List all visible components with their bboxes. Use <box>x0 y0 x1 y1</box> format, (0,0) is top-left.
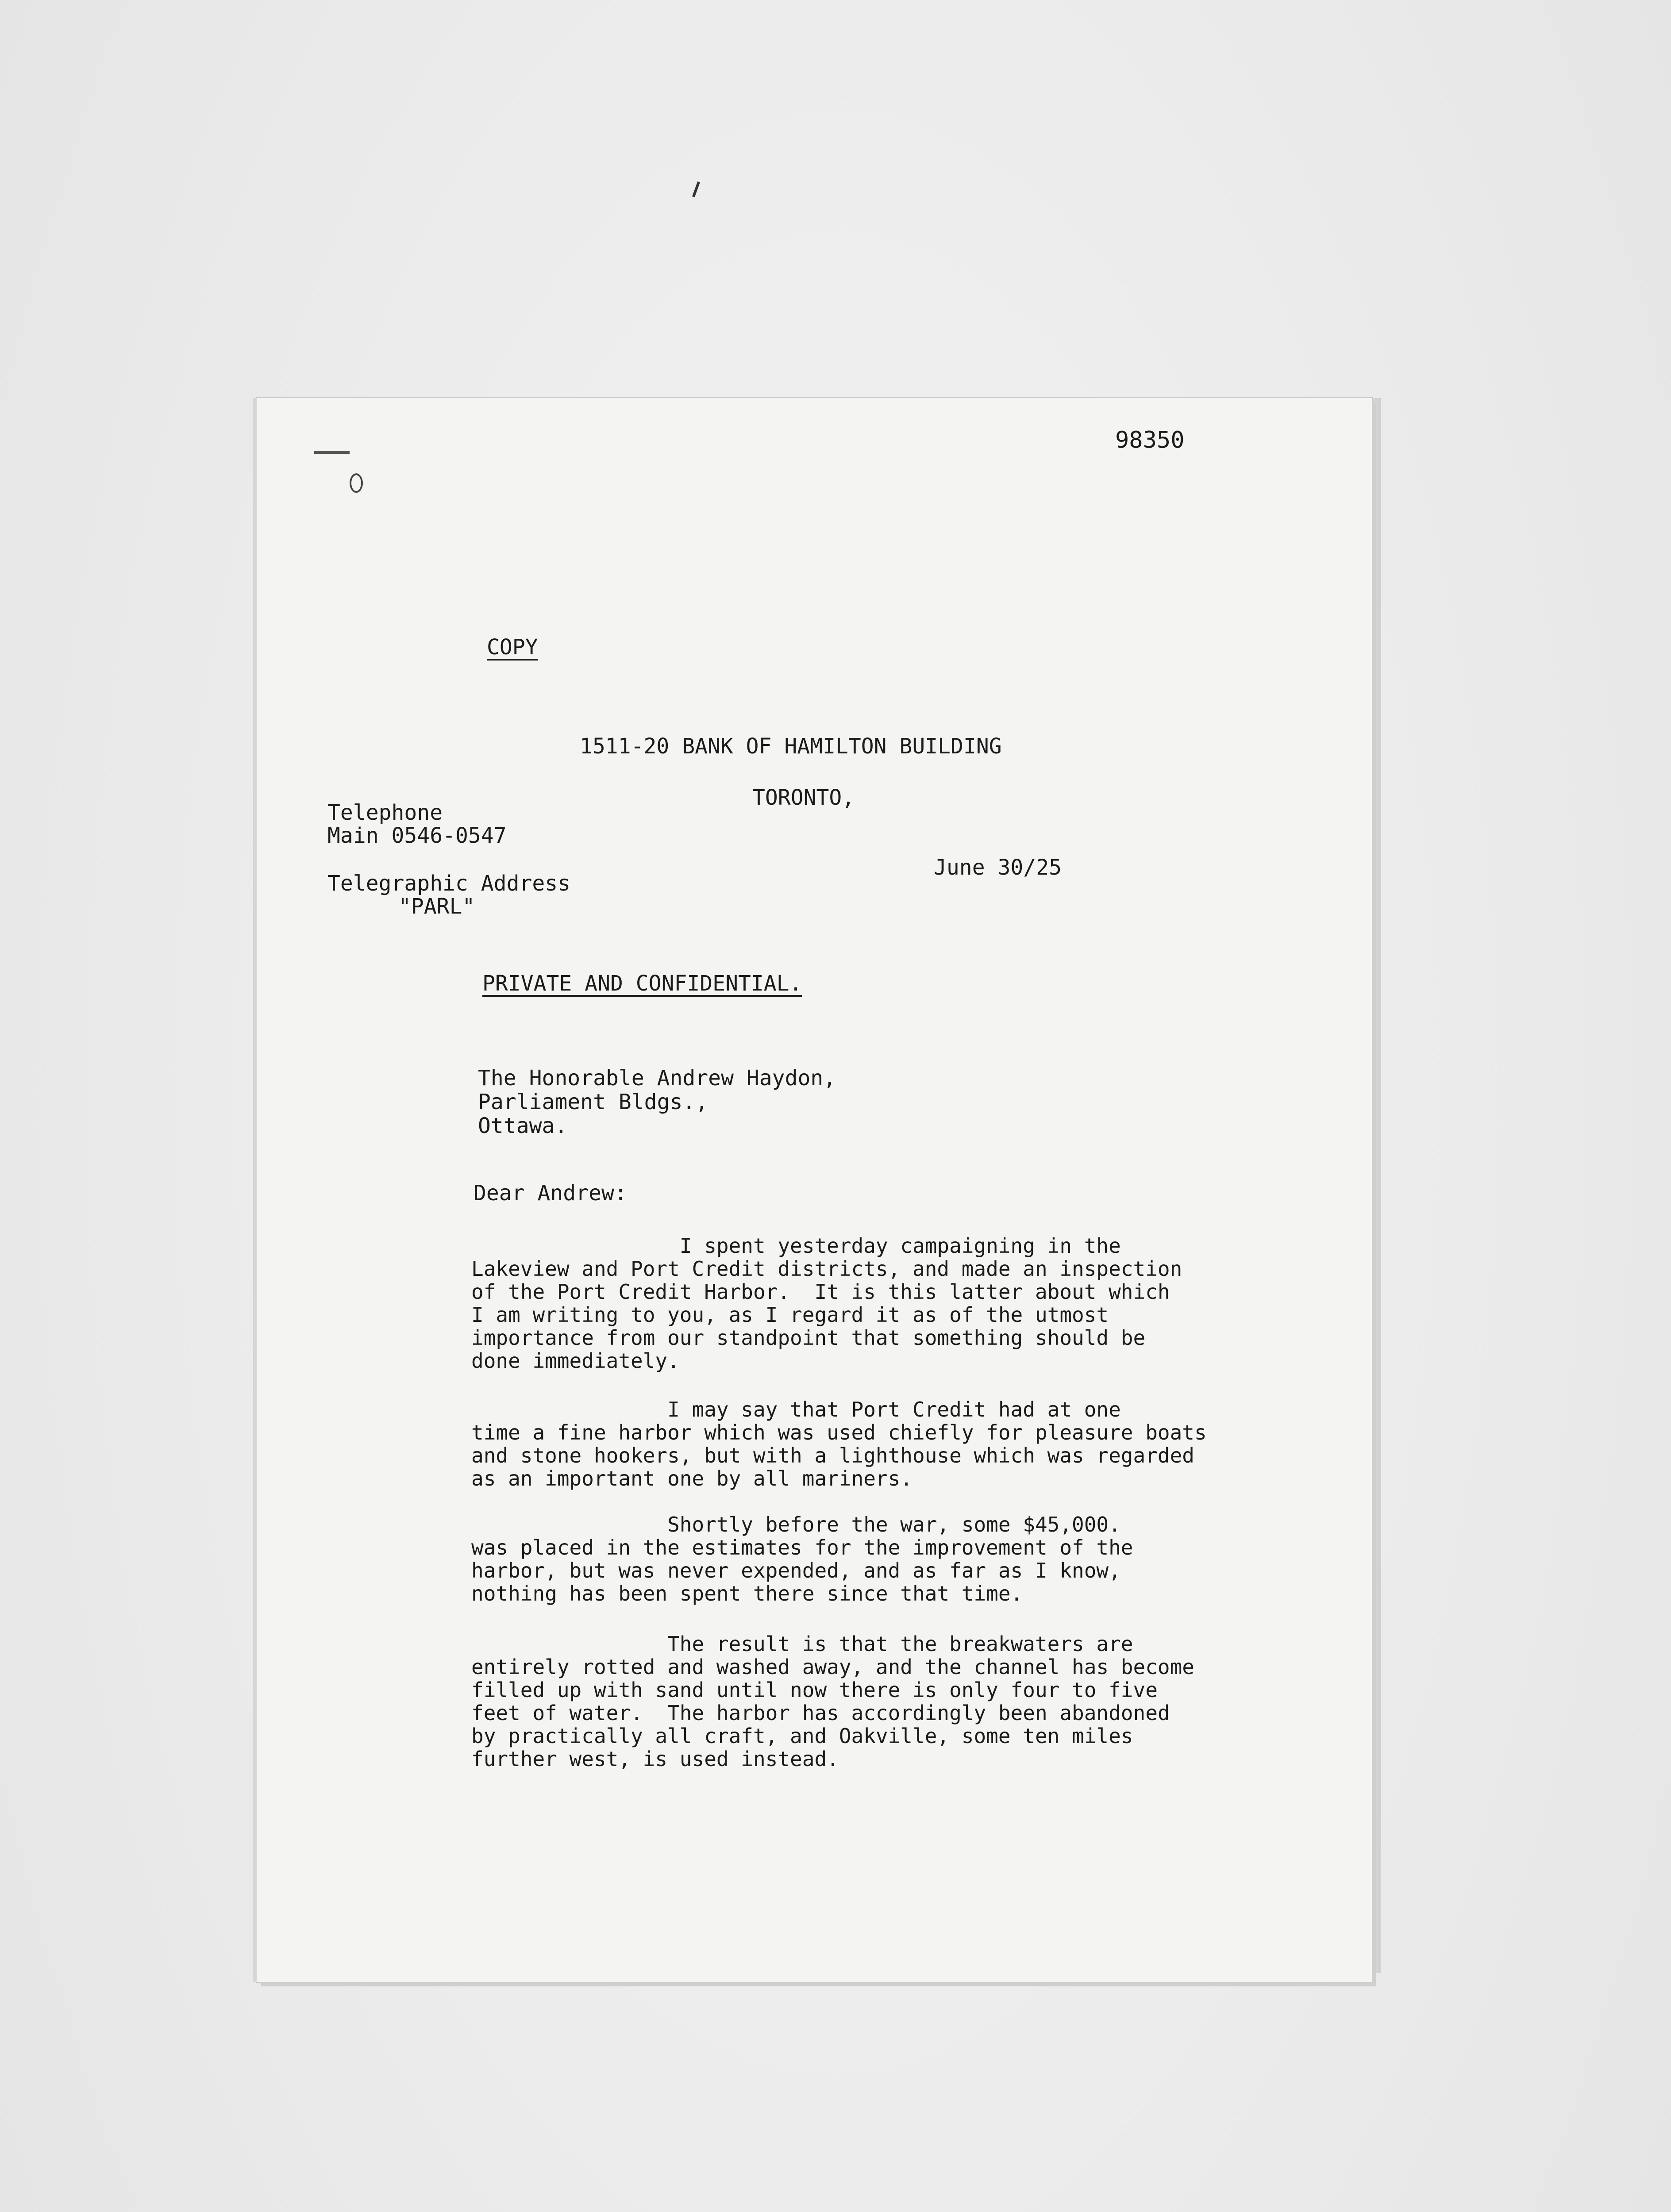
paragraph-line: I spent yesterday campaigning in the <box>471 1234 1121 1258</box>
page-number: 98350 <box>1115 427 1185 453</box>
paragraph-line: Lakeview and Port Credit districts, and made an inspection <box>471 1257 1182 1281</box>
telephone-label: Telephone <box>327 800 443 825</box>
paragraph-3 <box>471 1513 1133 1605</box>
paragraph-line: filled up with sand until now there is only four to five <box>471 1678 1158 1702</box>
confidential-heading: PRIVATE AND CONFIDENTIAL. <box>482 971 802 996</box>
paragraph-line: by practically all craft, and Oakville, some ten miles <box>471 1724 1133 1748</box>
paragraph-line: The result is that the breakwaters are <box>471 1632 1133 1656</box>
letterhead-city: TORONTO, <box>752 785 855 810</box>
paragraph-line: time a fine harbor which was used chiefly for pleasure boats <box>471 1421 1207 1444</box>
paragraph-line: I am writing to you, as I regard it as of the utmost <box>471 1303 1109 1327</box>
salutation: Dear Andrew: <box>474 1181 627 1206</box>
paragraph-line: further west, is used instead. <box>471 1747 839 1771</box>
paragraph-line: of the Port Credit Harbor. It is this latter about which <box>471 1280 1170 1304</box>
paragraph-line: as an important one by all mariners. <box>471 1467 913 1490</box>
paragraph-4 <box>471 1632 1194 1770</box>
paragraph-line: harbor, but was never expended, and as far as I know, <box>471 1559 1121 1582</box>
paragraph-line: was placed in the estimates for the improvement of the <box>471 1536 1133 1559</box>
paragraph-line: Shortly before the war, some $45,000. <box>471 1513 1121 1536</box>
recipient-block <box>478 1066 836 1138</box>
paragraph-line: importance from our standpoint that something should be <box>471 1326 1146 1350</box>
paragraph-1 <box>471 1234 1182 1372</box>
telegraphic-label: Telegraphic Address <box>327 871 571 896</box>
copy-label: COPY <box>487 635 538 660</box>
letter-date: June 30/25 <box>934 855 1062 880</box>
recipient-line: Ottawa. <box>478 1114 568 1138</box>
paragraph-line: done immediately. <box>471 1349 680 1373</box>
pin-hole-icon <box>350 473 363 493</box>
recipient-line: The Honorable Andrew Haydon, <box>478 1066 836 1091</box>
telephone-number: Main 0546-0547 <box>327 823 507 848</box>
paragraph-line: I may say that Port Credit had at one <box>471 1398 1121 1421</box>
paragraph-line: entirely rotted and washed away, and the channel has become <box>471 1655 1194 1679</box>
paragraph-line: nothing has been spent there since that time. <box>471 1582 1023 1605</box>
recipient-line: Parliament Bldgs., <box>478 1090 708 1114</box>
paragraph-line: and stone hookers, but with a lighthouse which was regarded <box>471 1444 1194 1467</box>
letterhead-address: 1511-20 BANK OF HAMILTON BUILDING <box>580 734 1002 759</box>
paragraph-line: feet of water. The harbor has accordingly been abandoned <box>471 1701 1170 1725</box>
telegraphic-value: "PARL" <box>398 894 475 919</box>
paragraph-2 <box>471 1398 1207 1490</box>
pin-dash-mark <box>314 451 350 454</box>
